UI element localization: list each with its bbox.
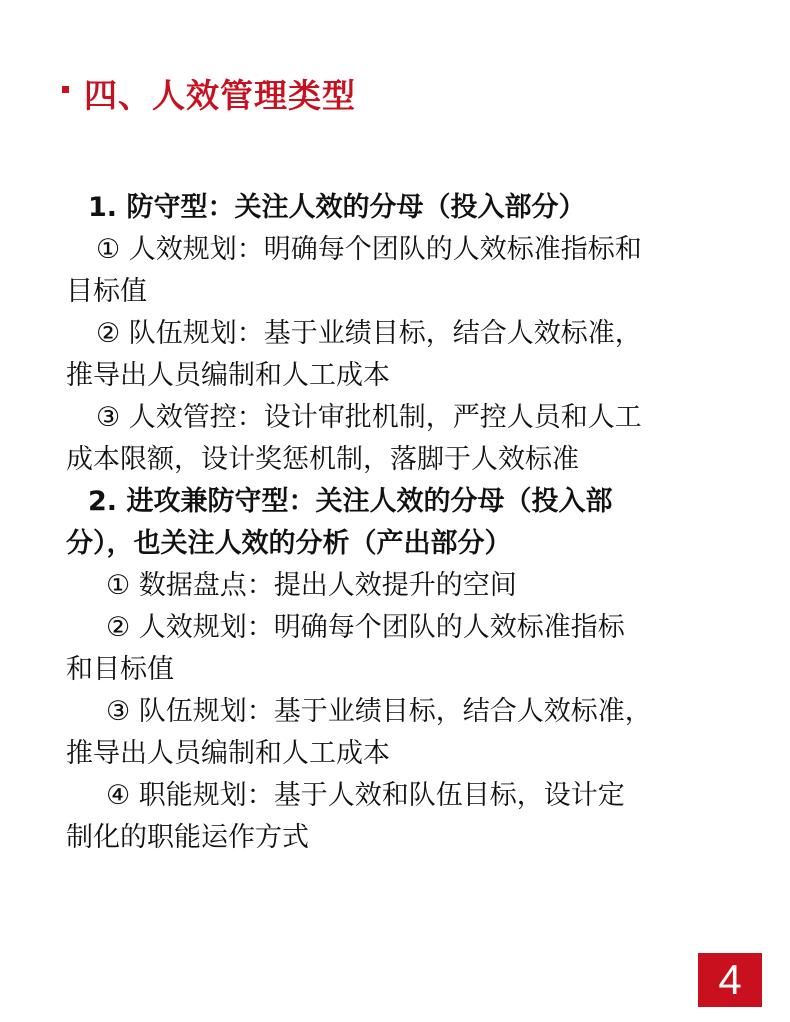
list-item-text: ③ 人效管控：设计审批机制，严控人员和人工 <box>96 402 642 433</box>
heading-continuation: 分），也关注人效的分析（产出部分） <box>66 528 512 559</box>
page-number-badge: 4 <box>698 953 762 1007</box>
list-item-continuation: 目标值 <box>66 276 147 307</box>
section-title: 四、人效管理类型 <box>84 75 356 115</box>
list-item-continuation: 成本限额，设计奖惩机制，落脚于人效标准 <box>66 444 579 475</box>
heading-offensive-defensive-type: 2. 进攻兼防守型：关注人效的分母（投入部 <box>88 486 613 517</box>
list-item-continuation: 推导出人员编制和人工成本 <box>66 360 390 391</box>
list-item-continuation: 推导出人员编制和人工成本 <box>66 738 390 769</box>
list-item-text: ② 队伍规划：基于业绩目标，结合人效标准， <box>96 318 642 349</box>
list-item-text: ③ 队伍规划：基于业绩目标，结合人效标准， <box>106 696 652 727</box>
list-item-text: ① 人效规划：明确每个团队的人效标准指标和 <box>96 234 642 265</box>
bullet-square-icon <box>62 86 69 93</box>
list-item-text: ② 人效规划：明确每个团队的人效标准指标 <box>106 612 625 643</box>
list-item-text: ① 数据盘点：提出人效提升的空间 <box>106 570 517 601</box>
content-body <box>66 187 746 859</box>
list-item-continuation: 和目标值 <box>66 654 174 685</box>
heading-defensive-type: 1. 防守型：关注人效的分母（投入部分） <box>88 192 586 223</box>
list-item-text: ④ 职能规划：基于人效和队伍目标，设计定 <box>106 780 625 811</box>
list-item-continuation: 制化的职能运作方式 <box>66 822 309 853</box>
section-header <box>62 68 356 118</box>
